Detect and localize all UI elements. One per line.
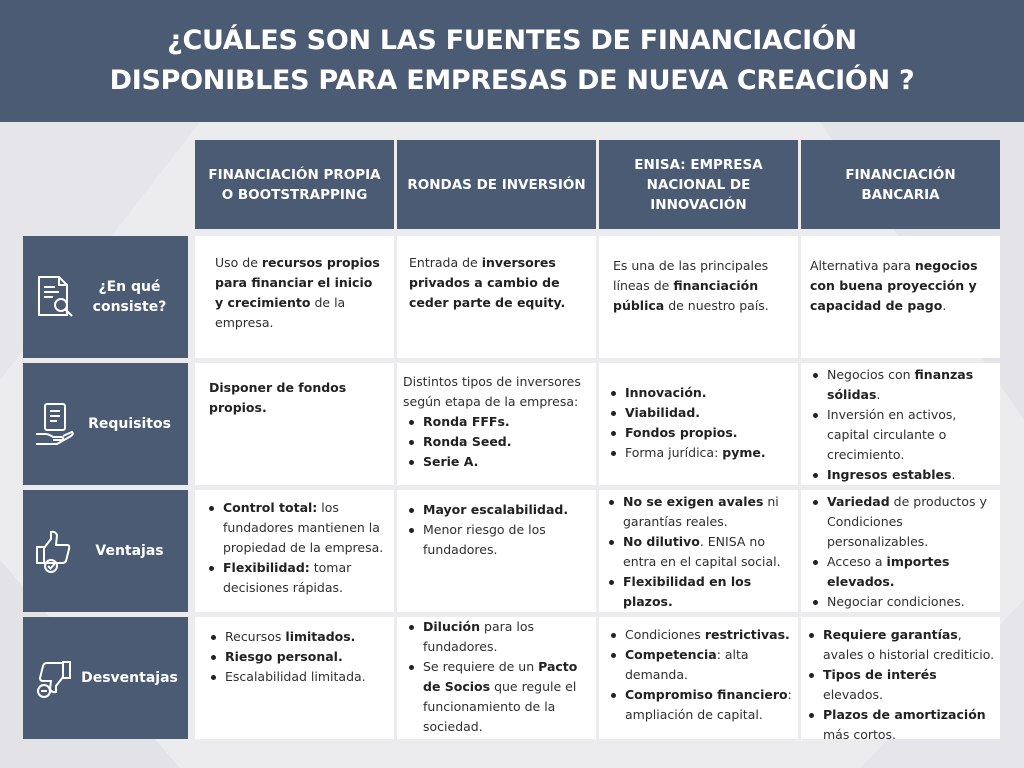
list-item: Ingresos estables. xyxy=(807,465,994,485)
thumbs-up-check-icon xyxy=(33,527,77,575)
list-item: Condiciones restrictivas. xyxy=(605,625,794,645)
cell-ventajas-bootstrapping xyxy=(195,490,394,612)
list-item: Mayor escalabilidad. xyxy=(403,500,590,520)
list-item: Negocios con finanzas sólidas. xyxy=(807,365,994,405)
list-item: Ronda FFFs. xyxy=(403,412,588,432)
cell-list xyxy=(403,500,590,560)
cell-desventajas-rondas xyxy=(397,617,596,739)
row-header-requisitos xyxy=(23,363,188,485)
row-header-desventajas xyxy=(23,617,188,739)
cell-ventajas-enisa xyxy=(599,490,798,612)
cell-ventajas-bancaria xyxy=(801,490,1000,612)
list-item: Viabilidad. xyxy=(605,403,790,423)
list-item: Dilución para los fundadores. xyxy=(403,617,594,657)
list-item: Acceso a importes elevados. xyxy=(807,552,996,592)
cell-text: Es una de las principales líneas de financiación pública de nuestro país. xyxy=(613,258,769,313)
cell-list xyxy=(403,412,588,472)
cell-requisitos-rondas xyxy=(397,363,596,485)
cell-list xyxy=(605,383,790,463)
cell-requisitos-bancaria xyxy=(801,363,1000,485)
cell-text: Entrada de inversores privados a cambio de ceder parte de equity. xyxy=(409,255,566,310)
cell-consiste-rondas xyxy=(397,236,596,358)
row-label-ventajas: Ventajas xyxy=(95,543,164,559)
column-header-enisa: ENISA: EMPRESA NACIONAL DE INNOVACIÓN xyxy=(599,140,798,229)
list-item: Escalabilidad limitada. xyxy=(205,667,388,687)
row-label-requisitos: Requisitos xyxy=(88,416,171,432)
list-item: Innovación. xyxy=(605,383,790,403)
list-item: Tipos de interés elevados. xyxy=(803,665,998,705)
list-item: Serie A. xyxy=(403,452,588,472)
list-item: Flexibilidad: tomar decisiones rápidas. xyxy=(203,558,388,598)
cell-requisitos-enisa xyxy=(599,363,798,485)
list-item: Inversión en activos, capital circulante o crecimiento. xyxy=(807,405,994,465)
cell-consiste-bootstrapping xyxy=(195,236,394,358)
list-item: Negociar condiciones. xyxy=(807,592,996,612)
list-item: Forma jurídica: pyme. xyxy=(605,443,790,463)
list-item: Menor riesgo de los fundadores. xyxy=(403,520,590,560)
row-header-consiste xyxy=(23,236,188,358)
list-item: Plazos de amortización más cortos. xyxy=(803,705,998,739)
list-item: Ronda Seed. xyxy=(403,432,588,452)
header-banner xyxy=(0,0,1024,122)
title-line-2: DISPONIBLES PARA EMPRESAS DE NUEVA CREACIÓN ? xyxy=(109,65,915,96)
column-header-rondas: RONDAS DE INVERSIÓN xyxy=(397,140,596,229)
list-item: Flexibilidad en los plazos. xyxy=(603,572,796,612)
cell-intro: Distintos tipos de inversores según etapa de la empresa: xyxy=(403,374,581,409)
cell-text: Alternativa para negocios con buena proyección y capacidad de pago. xyxy=(810,258,978,313)
row-header-ventajas xyxy=(23,490,188,612)
list-item: Variedad de productos y Condiciones personalizables. xyxy=(807,492,996,552)
cell-desventajas-bancaria xyxy=(801,617,1000,739)
list-item: Se requiere de un Pacto de Socios que regule el funcionamiento de la sociedad. xyxy=(403,657,594,737)
document-search-icon xyxy=(33,273,77,321)
cell-consiste-bancaria xyxy=(801,236,1000,358)
title-line-1: ¿CUÁLES SON LAS FUENTES DE FINANCIACIÓN xyxy=(167,25,857,56)
cell-desventajas-enisa xyxy=(599,617,798,739)
row-label-desventajas: Desventajas xyxy=(81,670,178,686)
cell-list xyxy=(605,625,794,725)
cell-list xyxy=(807,365,994,485)
thumbs-down-minus-icon xyxy=(33,654,77,702)
list-item: No dilutivo. ENISA no entra en el capital social. xyxy=(603,532,796,572)
page-title xyxy=(110,21,915,101)
cell-desventajas-bootstrapping xyxy=(195,617,394,739)
list-item: Recursos limitados. xyxy=(205,627,388,647)
cell-list xyxy=(603,492,796,612)
list-item: Riesgo personal. xyxy=(205,647,388,667)
clipboard-hand-icon xyxy=(33,400,77,448)
cell-list xyxy=(403,617,594,737)
list-item: Fondos propios. xyxy=(605,423,790,443)
list-item: Competencia: alta demanda. xyxy=(605,645,794,685)
list-item: Compromiso financiero: ampliación de capital. xyxy=(605,685,794,725)
cell-list xyxy=(803,625,998,739)
column-header-bancaria: FINANCIACIÓN BANCARIA xyxy=(801,140,1000,229)
cell-requisitos-bootstrapping xyxy=(195,363,394,485)
cell-text: Disponer de fondos propios. xyxy=(209,380,347,415)
cell-text: Uso de recursos propios para financiar el inicio y crecimiento de la empresa. xyxy=(215,255,380,330)
cell-list xyxy=(205,627,388,687)
cell-consiste-enisa xyxy=(599,236,798,358)
row-label-consiste: ¿En qué consiste? xyxy=(92,279,167,315)
cell-list xyxy=(203,498,388,598)
column-header-bootstrapping: FINANCIACIÓN PROPIA O BOOTSTRAPPING xyxy=(195,140,394,229)
list-item: Requiere garantías, avales o historial crediticio. xyxy=(803,625,998,665)
list-item: Control total: los fundadores mantienen la propiedad de la empresa. xyxy=(203,498,388,558)
cell-ventajas-rondas xyxy=(397,490,596,612)
cell-list xyxy=(807,492,996,612)
list-item: No se exigen avales ni garantías reales. xyxy=(603,492,796,532)
